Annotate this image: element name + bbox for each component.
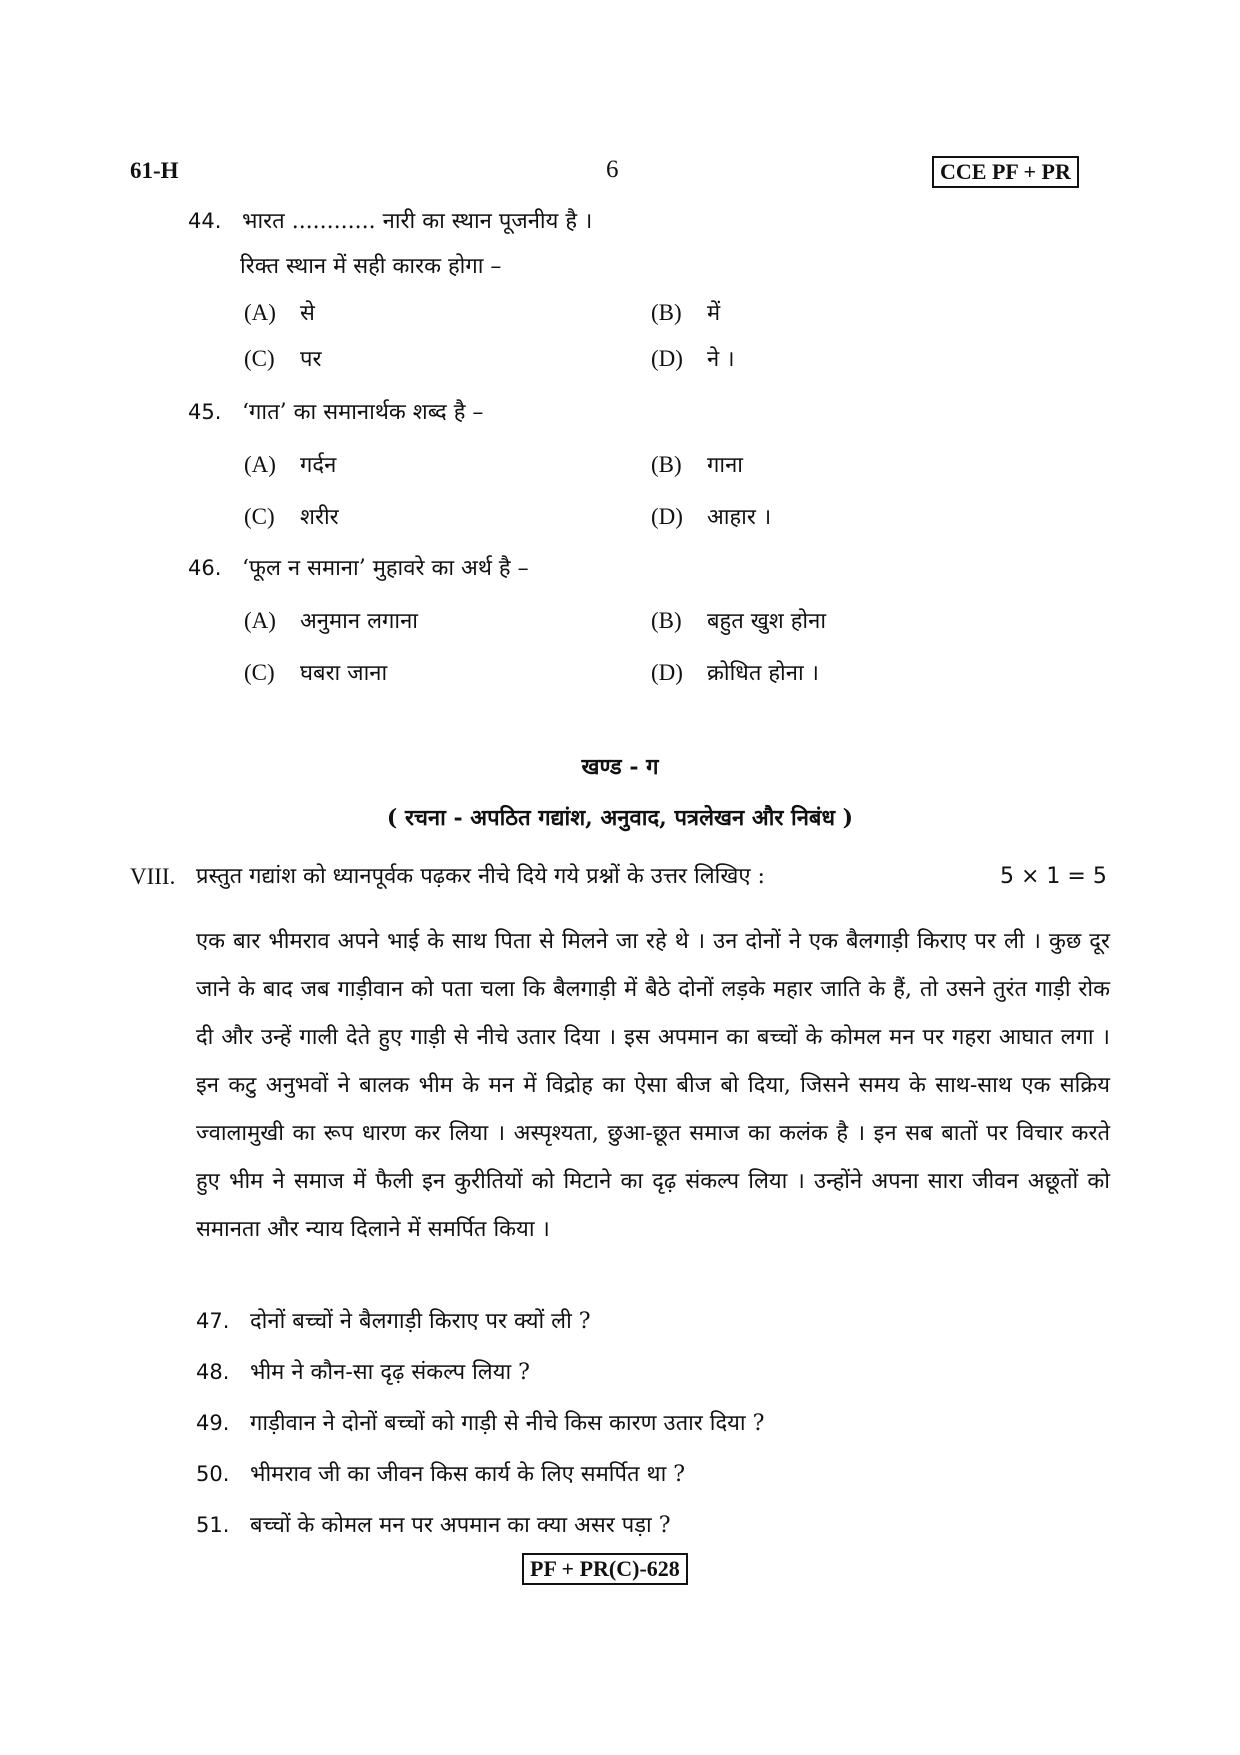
question-text: भीम ने कौन-सा दृढ़ संकल्प लिया ?	[250, 1360, 530, 1385]
option-label: (B)	[651, 452, 682, 477]
option-text: गाना	[707, 453, 743, 478]
question-44	[188, 206, 592, 237]
option-46-d	[651, 658, 819, 689]
question-text: बच्चों के कोमल मन पर अपमान का क्या असर पड़ा ?	[250, 1513, 671, 1538]
reading-passage: एक बार भीमराव अपने भाई के साथ पिता से मिलने जा रहे थे । उन दोनों ने एक बैलगाड़ी किराए पर ली । कुछ दूर जाने के बाद जब गाड़ीवान को पता चला कि बैलगाड़ी में बैठे दोनों लड़के महार जाति के हैं, तो उसने तुरंत गाड़ी रोक दी और उन्हें गाली देते हुए गाड़ी से नीचे उतार दिया । इस अपमान का बच्चों के कोमल मन पर गहरा आघात लगा । इन कटु अनुभवों ने बालक भीम के मन में विद्रोह का ऐसा बीज बो दिया, जिसने समय के साथ-साथ एक सक्रिय ज्वालामुखी का रूप धारण कर लिया । अस्पृश्यता, छुआ-छूत समाज का कलंक है । इन सब बातों पर विचार करते हुए भीम ने समाज में फैली इन कुरीतियों को मिटाने का दृढ़ संकल्प लिया । उन्होंने अपना सारा जीवन अछूतों को समानता और न्याय दिलाने में समर्पित किया ।	[196, 929, 1110, 1242]
option-label: (D)	[651, 346, 683, 371]
option-label: (B)	[651, 300, 682, 325]
option-44-a	[244, 298, 315, 329]
section-subtitle: ( रचना - अपठित गद्यांश, अनुवाद, पत्रलेखन और निबंध )	[386, 805, 854, 831]
option-text: आहार ।	[707, 505, 772, 530]
question-text: ‘गात’ का समानार्थक शब्द है –	[242, 400, 484, 425]
option-label: (A)	[244, 452, 276, 477]
option-label: (A)	[244, 608, 276, 633]
part-number: VIII.	[130, 864, 176, 889]
option-label: (D)	[651, 660, 683, 685]
option-label: (C)	[244, 504, 275, 529]
option-text: ने ।	[707, 347, 735, 372]
option-45-c	[244, 502, 339, 533]
question-51	[196, 1510, 671, 1541]
section-title: खण्ड - ग	[581, 754, 659, 780]
option-44-c	[244, 344, 322, 375]
option-text: क्रोधित होना ।	[707, 661, 819, 686]
option-44-b	[651, 298, 720, 329]
option-46-a	[244, 606, 418, 637]
option-label: (C)	[244, 346, 275, 371]
question-48	[196, 1357, 530, 1388]
option-label: (C)	[244, 660, 275, 685]
question-number: 48.	[196, 1360, 230, 1384]
question-number: 50.	[196, 1462, 230, 1486]
question-text: दोनों बच्चों ने बैलगाड़ी किराए पर क्यों ली ?	[250, 1309, 591, 1334]
question-number: 45.	[188, 400, 222, 424]
question-49	[196, 1408, 764, 1439]
footer-code-box: PF + PR(C)-628	[522, 1553, 688, 1585]
series-box: CCE PF + PR	[932, 156, 1079, 188]
option-44-d	[651, 344, 735, 375]
option-text: घबरा जाना	[300, 661, 388, 686]
option-label: (A)	[244, 300, 276, 325]
question-text: भीमराव जी का जीवन किस कार्य के लिए समर्पित था ?	[250, 1462, 686, 1487]
question-text: गाड़ीवान ने दोनों बच्चों को गाड़ी से नीचे किस कारण उतार दिया ?	[250, 1411, 765, 1436]
option-label: (B)	[651, 608, 682, 633]
question-number: 49.	[196, 1411, 230, 1435]
question-44-subtext: रिक्त स्थान में सही कारक होगा –	[240, 254, 502, 279]
option-45-a	[244, 450, 336, 481]
page-number: 6	[606, 156, 619, 183]
question-text: ‘फूल न समाना’ मुहावरे का अर्थ है –	[242, 556, 529, 581]
question-50	[196, 1459, 685, 1490]
option-text: गर्दन	[300, 453, 337, 478]
option-text: में	[707, 301, 721, 326]
option-text: बहुत खुश होना	[707, 609, 827, 634]
question-46	[188, 553, 529, 584]
paper-code: 61-H	[130, 158, 179, 183]
question-number: 46.	[188, 556, 222, 580]
option-45-b	[651, 450, 743, 481]
question-45	[188, 397, 483, 428]
question-number: 51.	[196, 1513, 230, 1537]
option-text: अनुमान लगाना	[300, 609, 418, 634]
option-45-d	[651, 502, 771, 533]
option-text: से	[300, 301, 315, 326]
option-label: (D)	[651, 504, 683, 529]
option-text: पर	[300, 347, 322, 372]
option-46-b	[651, 606, 826, 637]
part-instruction: प्रस्तुत गद्यांश को ध्यानपूर्वक पढ़कर नीचे दिये गये प्रश्नों के उत्तर लिखिए :	[196, 864, 765, 889]
option-text: शरीर	[300, 505, 339, 530]
question-47	[196, 1306, 591, 1337]
option-46-c	[244, 658, 387, 689]
part-marks: 5 × 1 = 5	[1000, 864, 1107, 889]
question-number: 44.	[188, 209, 222, 233]
question-text: भारत ............ नारी का स्थान पूजनीय है ।	[242, 209, 593, 234]
question-number: 47.	[196, 1309, 230, 1333]
